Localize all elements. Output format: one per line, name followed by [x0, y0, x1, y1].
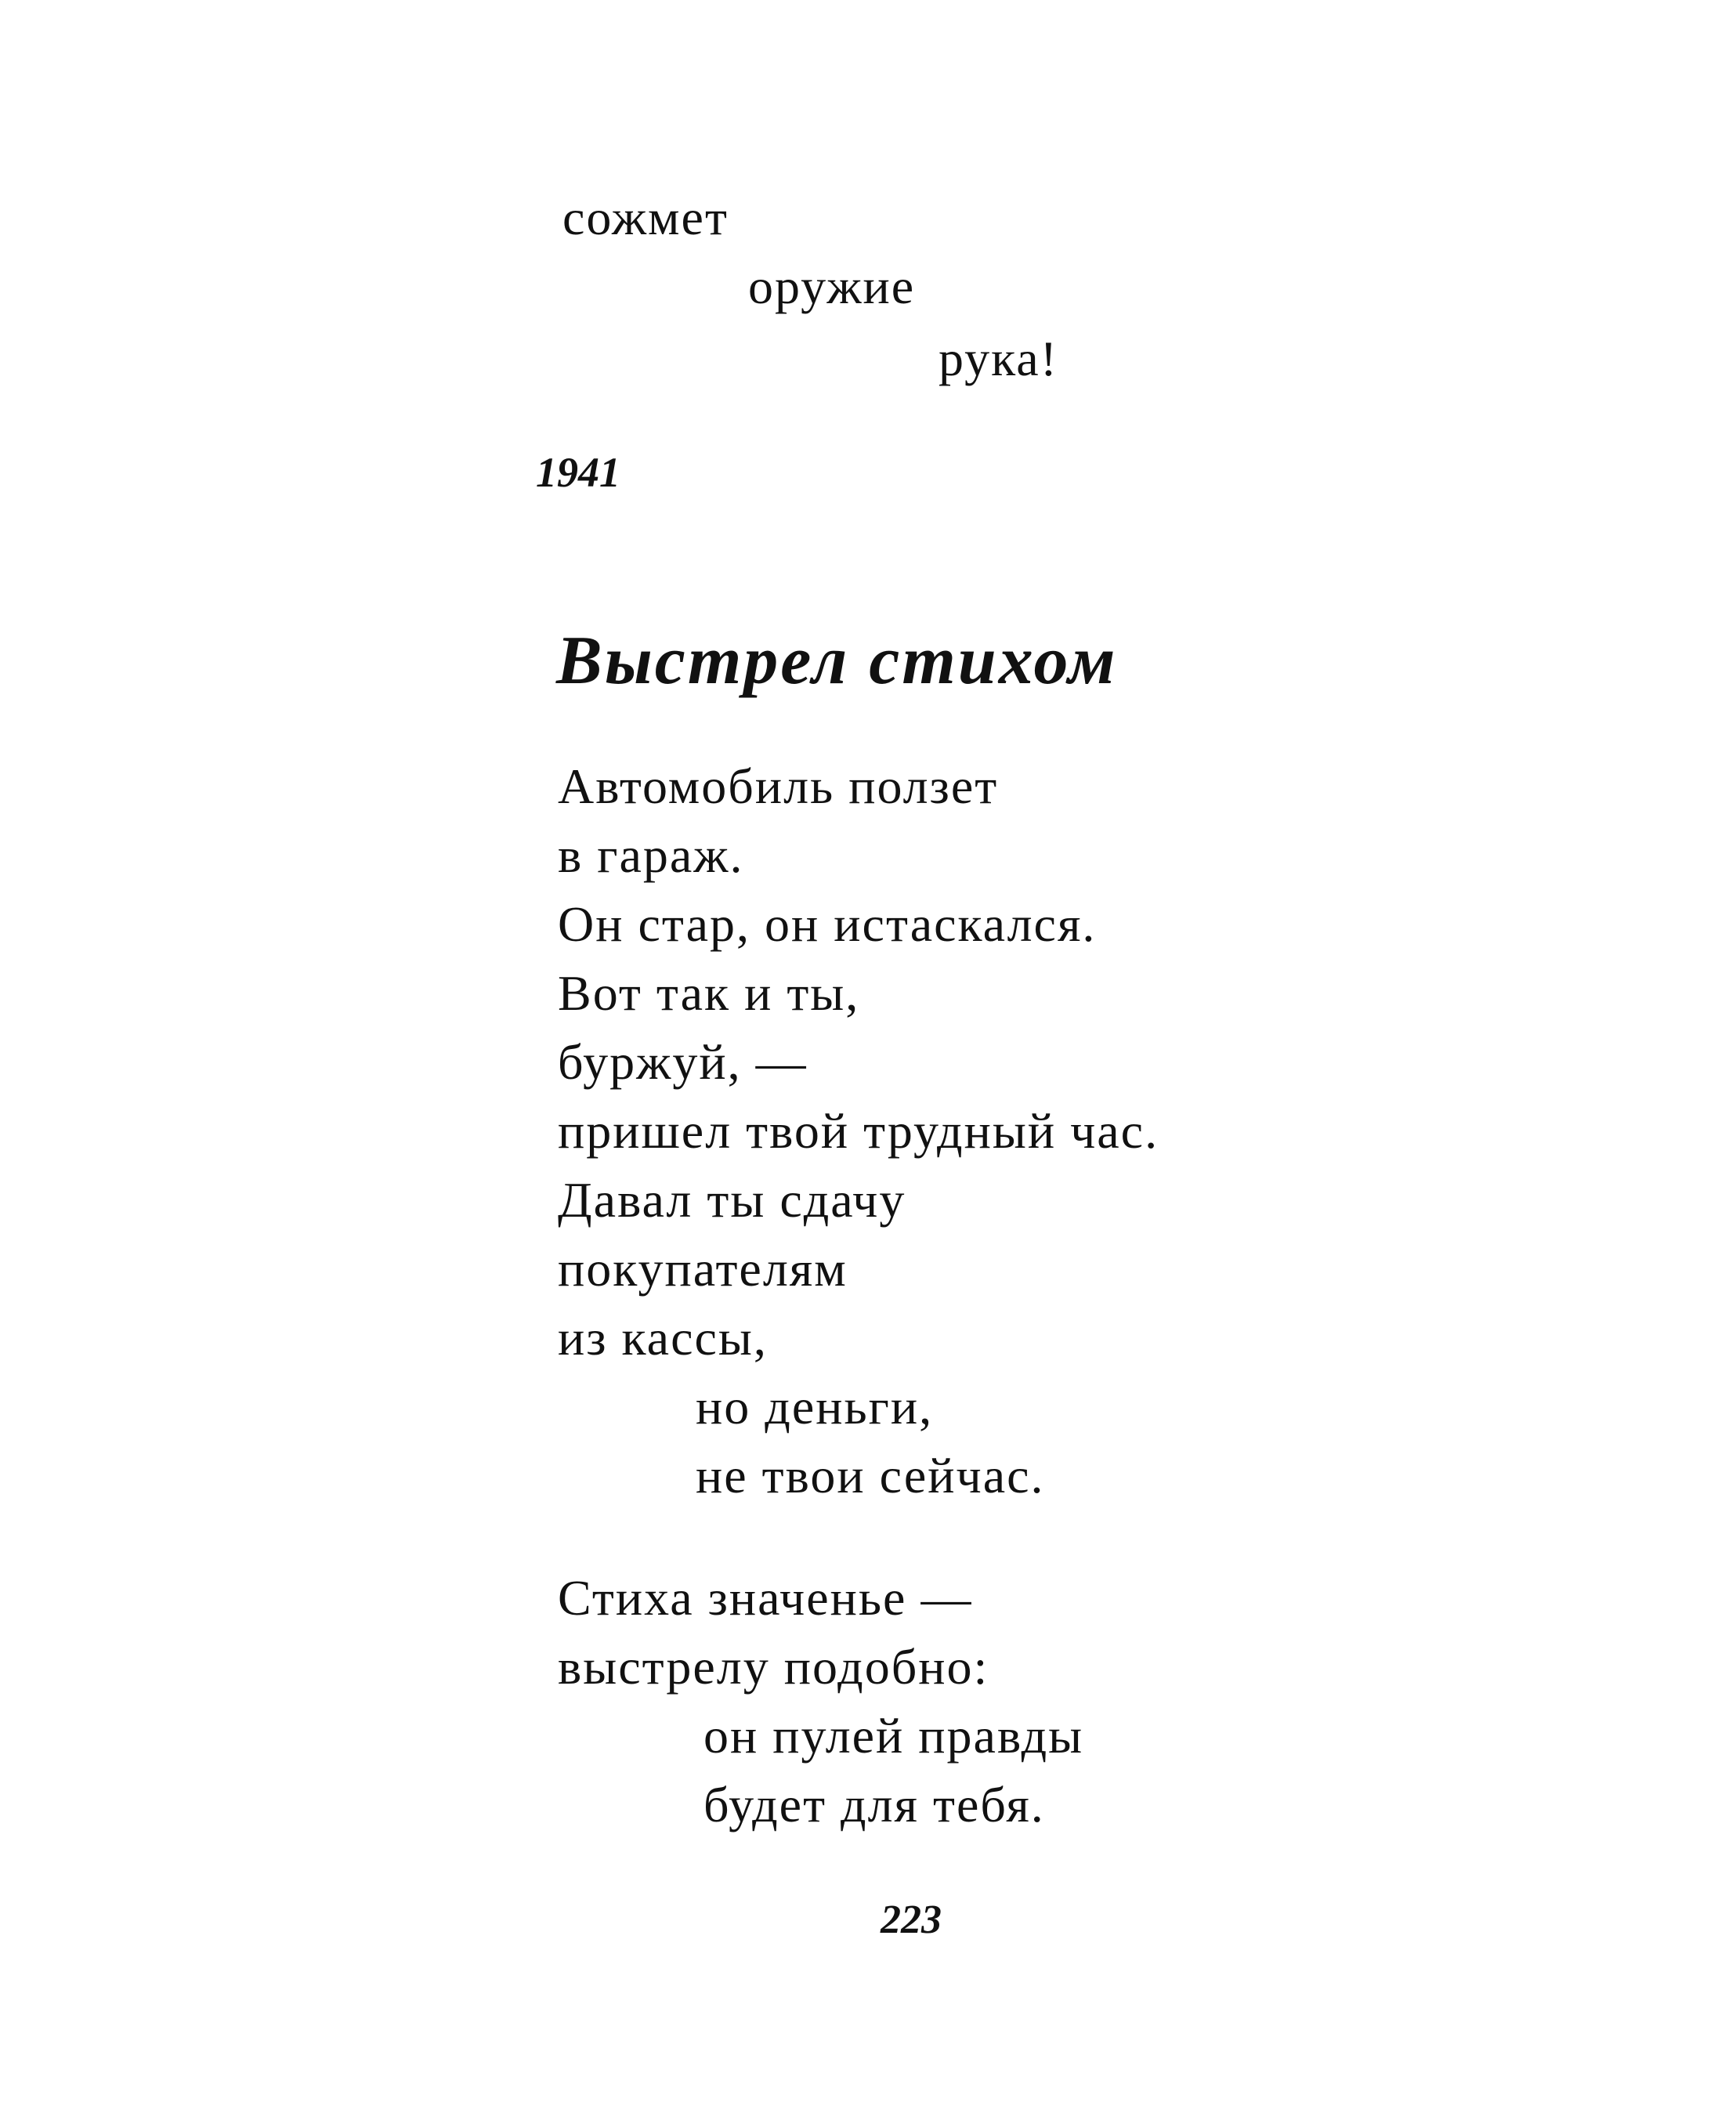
poem-line: Он стар, он истаскался. — [558, 896, 1097, 952]
poem-date: 1941 — [536, 449, 620, 496]
previous-poem-line: сожмет — [562, 190, 729, 245]
poem-line: Стиха значенье — — [558, 1570, 973, 1626]
poem-line: Давал ты сдачу — [558, 1172, 906, 1228]
poem-line: из кассы, — [558, 1310, 768, 1366]
poem-line: выстрелу подобно: — [558, 1639, 989, 1695]
previous-poem-line: оружие — [748, 259, 916, 314]
previous-poem-line: рука! — [939, 331, 1058, 386]
poem-line: покупателям — [558, 1241, 848, 1297]
poem-line: он пулей правды — [703, 1708, 1084, 1764]
poem-line: Вот так и ты, — [558, 965, 860, 1021]
poem-line: пришел твой трудный час. — [558, 1103, 1159, 1159]
poem-line: в гараж. — [558, 827, 744, 883]
page-number: 223 — [881, 1898, 942, 1942]
poem-line: но деньги, — [696, 1379, 934, 1434]
poem-line: будет для тебя. — [703, 1777, 1045, 1832]
poem-title: Выстрел стихом — [556, 623, 1118, 699]
poem-line: Автомобиль ползет — [558, 758, 999, 814]
poem-line: буржуй, — — [558, 1034, 808, 1090]
poem-line: не твои сейчас. — [696, 1448, 1045, 1503]
